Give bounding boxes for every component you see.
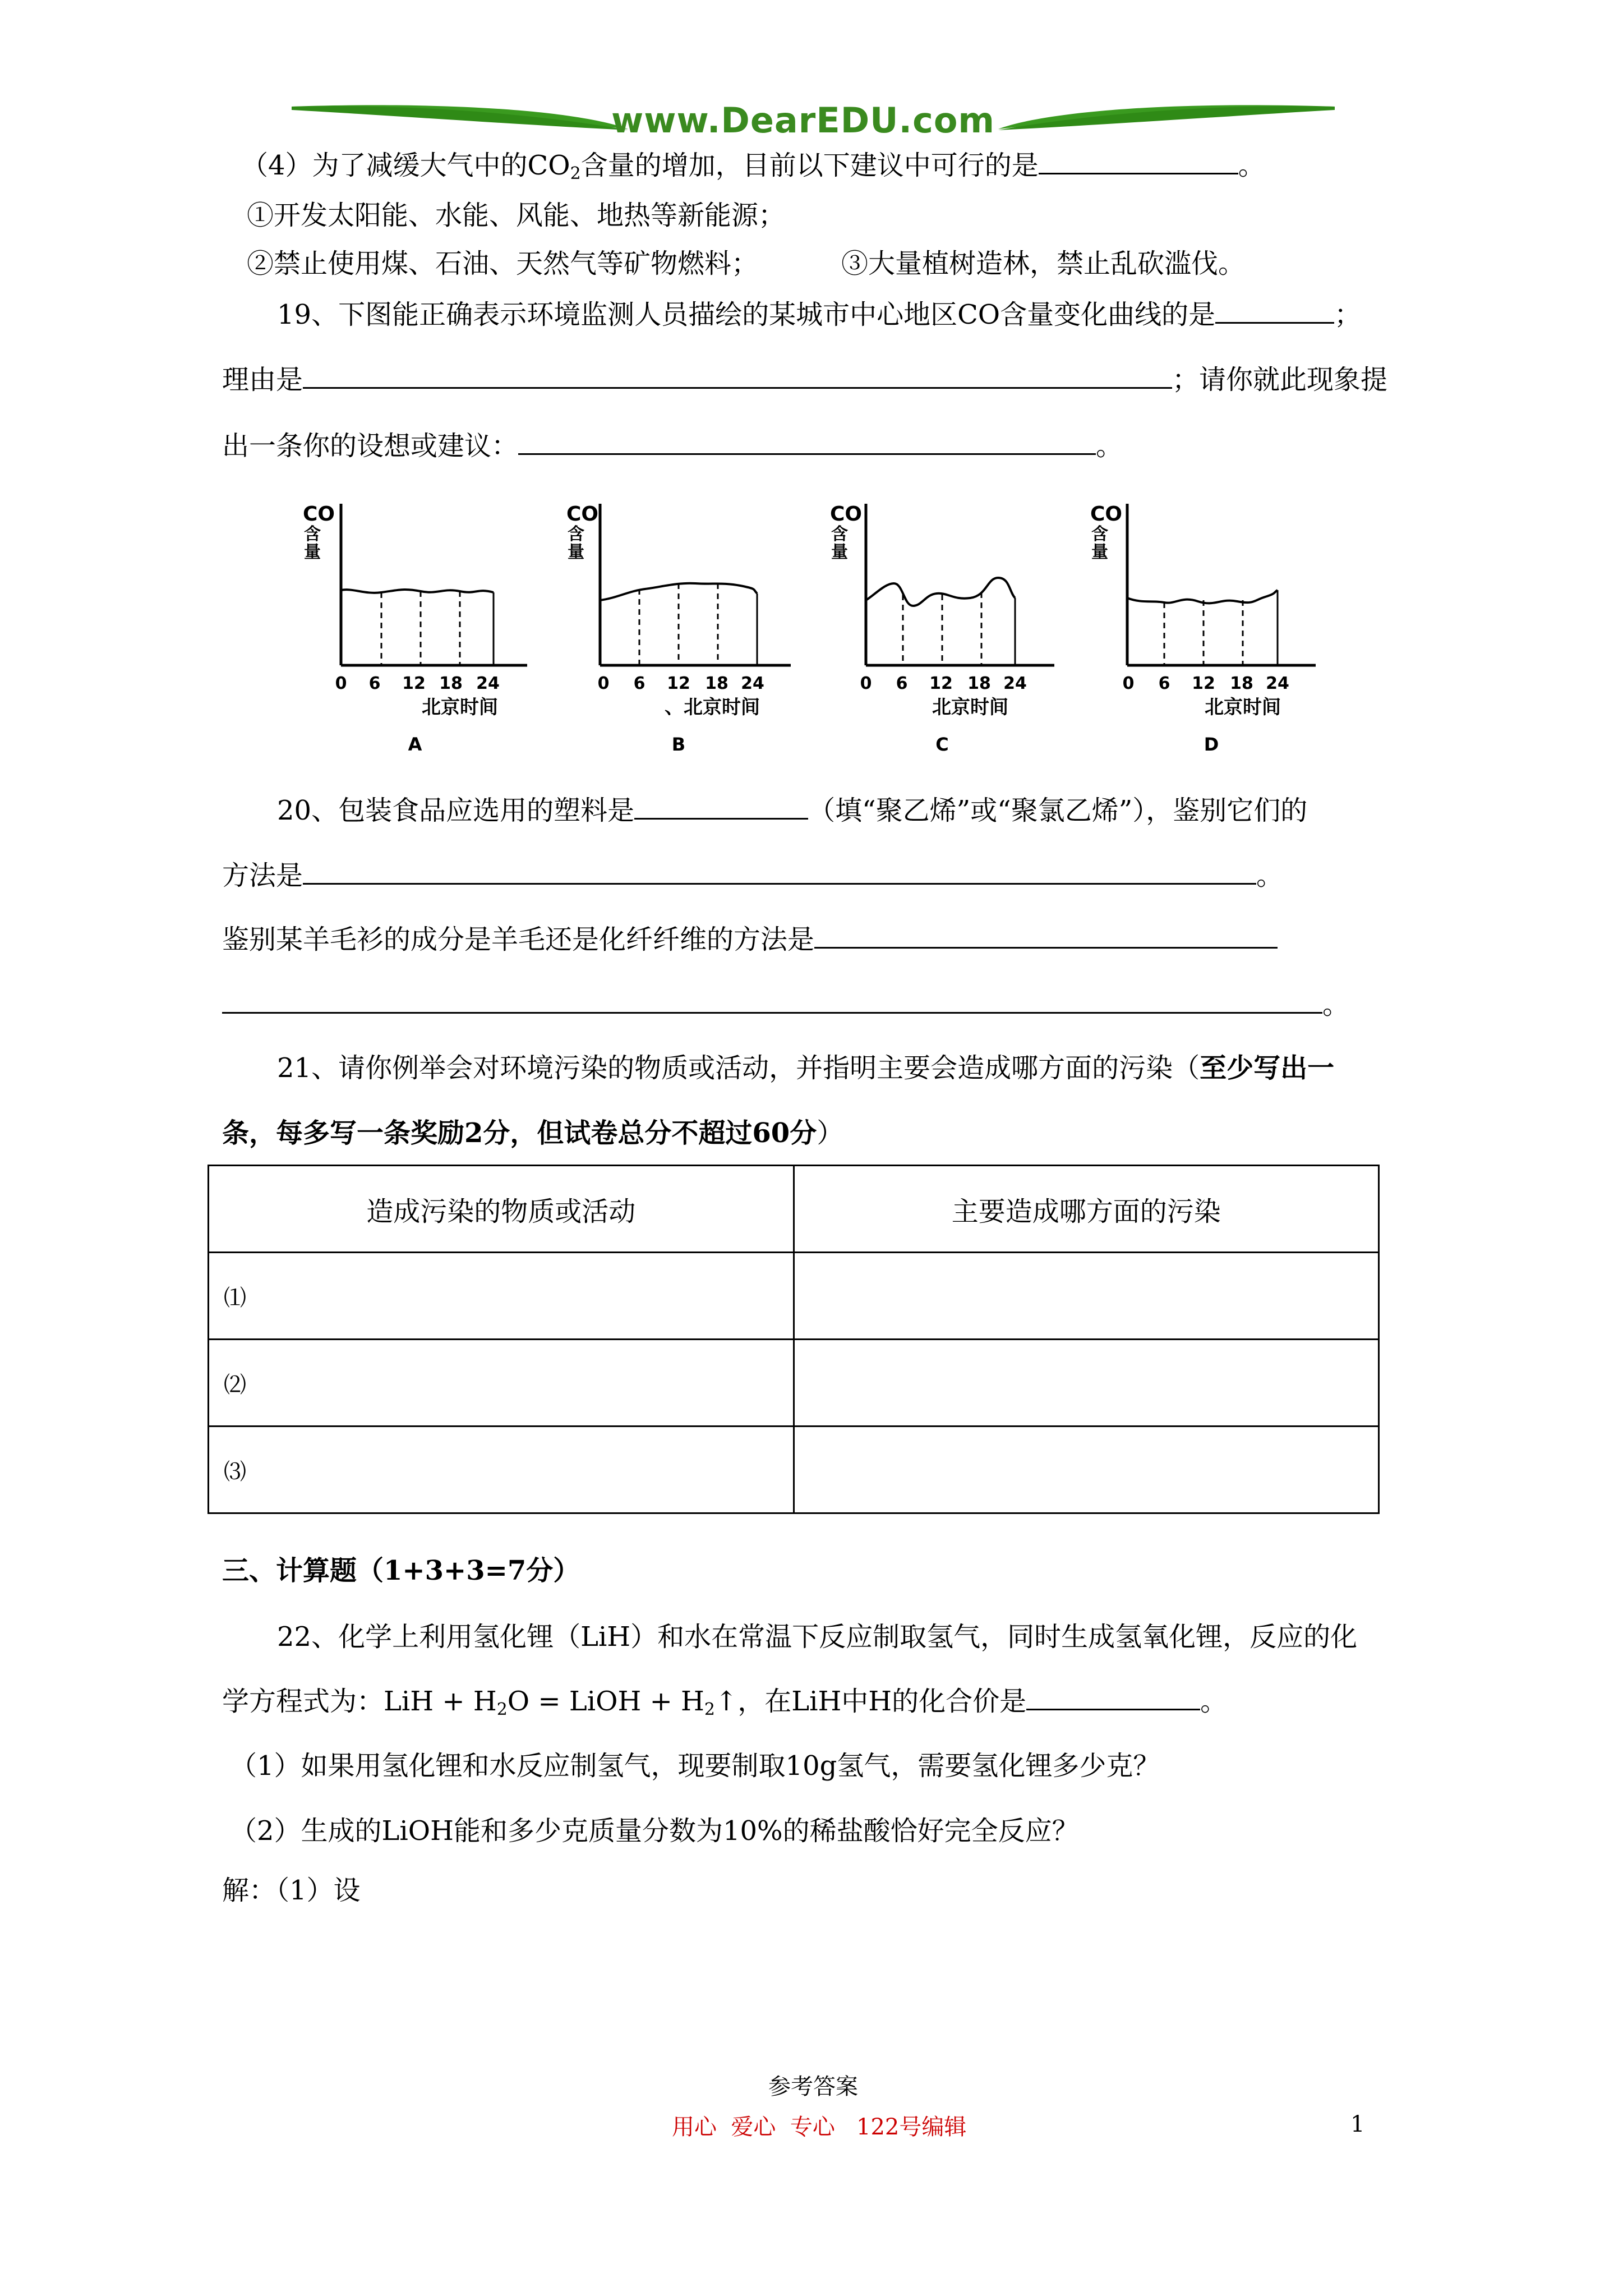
table-row-number[interactable]: ⑴ (209, 1253, 794, 1340)
table-header-cell: 造成污染的物质或活动 (209, 1166, 794, 1253)
graph-c (819, 494, 1054, 763)
graph-c-tick-12: 12 (929, 674, 953, 693)
graph-d-ylabel-han: 含 (1091, 524, 1108, 544)
q20-method-blank[interactable] (303, 858, 1256, 885)
graph-c-tick-24: 24 (1003, 674, 1027, 693)
graph-c-xlabel: 北京时间 (932, 696, 1008, 719)
graph-d-tick-12: 12 (1192, 674, 1215, 693)
graph-c-ylabel-liang: 量 (831, 542, 848, 562)
q22-part-1: （1）如果用氢化锂和水反应制氢气，现要制取10g氢气，需要氢化锂多少克？ (230, 1750, 1160, 1782)
graph-a-tick-24: 24 (476, 674, 500, 693)
table-answer-cell[interactable] (794, 1340, 1379, 1427)
graph-b-ylabel-co: CO (566, 503, 599, 526)
graph-b-ylabel-liang: 量 (568, 542, 584, 562)
table-row (209, 1427, 1379, 1513)
pollution-table (208, 1165, 1380, 1514)
graph-a (292, 494, 527, 763)
table-answer-cell[interactable] (794, 1427, 1379, 1513)
graph-b-tick-24: 24 (741, 674, 764, 693)
graph-a-tick-18: 18 (439, 674, 463, 693)
graph-b-tick-6: 6 (633, 674, 645, 693)
q19-stem: 19、下图能正确表示环境监测人员描绘的某城市中心地区CO含量变化曲线的是 ； (277, 297, 1361, 332)
q22-stem: 22、化学上利用氢化锂（LiH）和水在常温下反应制取氢气，同时生成氢氧化锂，反应的化 (277, 1621, 1358, 1653)
graph-b-label: B (671, 734, 686, 755)
graph-b-tick-0: 0 (597, 674, 610, 693)
graph-d-label: D (1204, 734, 1219, 755)
q20-plastic-blank[interactable] (634, 793, 808, 820)
graph-a-ylabel-liang: 量 (304, 542, 321, 562)
q18-4-option-2: ②禁止使用煤、石油、天然气等矿物燃料； (247, 248, 759, 279)
graph-b-ylabel-han: 含 (568, 524, 584, 544)
table-answer-cell[interactable] (794, 1253, 1379, 1340)
graph-a-tick-6: 6 (368, 674, 381, 693)
q19-suggestion: 出一条你的设想或建议： 。 (222, 429, 1123, 463)
graph-d-tick-24: 24 (1266, 674, 1289, 693)
header-logo-text: www.DearEDU.com (611, 100, 995, 141)
graph-a-ylabel-han: 含 (304, 524, 321, 544)
section-3-title: 三、计算题（1+3+3=7分） (222, 1555, 580, 1586)
q22-part-2: （2）生成的LiOH能和多少克质量分数为10%的稀盐酸恰好完全反应？ (230, 1815, 1079, 1847)
graph-c-tick-6: 6 (896, 674, 908, 693)
q22-answer-start: 解：（1）设 (222, 1875, 361, 1906)
graph-a-tick-0: 0 (335, 674, 347, 693)
page-number: 1 (1350, 2111, 1365, 2137)
q18-4-answer-blank[interactable] (1039, 148, 1238, 174)
table-row (209, 1253, 1379, 1340)
q20-wool: 鉴别某羊毛衫的成分是羊毛还是化纤纤维的方法是 (222, 922, 1278, 956)
graph-c-label: C (935, 734, 949, 755)
q18-4-option-1: ①开发太阳能、水能、风能、地热等新能源； (247, 200, 786, 231)
q19-answer-blank[interactable] (1215, 297, 1334, 324)
graph-b (555, 494, 791, 763)
graph-d (1080, 494, 1316, 763)
graph-c-tick-18: 18 (967, 674, 991, 693)
table-row (209, 1340, 1379, 1427)
q19-reason-blank[interactable] (303, 362, 1172, 389)
q22-equation: 学方程式为：LiH + $H_2O$ = LiOH + $H_2↑$，在LiH中H的化合价是 。 (222, 1684, 1227, 1718)
q21-stem: 21、请你例举会对环境污染的物质或活动，并指明主要会造成哪方面的污染（至少写出一 (277, 1052, 1335, 1084)
graph-a-label: A (408, 734, 422, 755)
footer-reference-answer: 参考答案 (768, 2074, 858, 2100)
graph-d-tick-18: 18 (1230, 674, 1253, 693)
graph-d-tick-6: 6 (1158, 674, 1170, 693)
table-header-row (209, 1166, 1379, 1253)
q19-reason: 理由是 ；请你就此现象提 (222, 362, 1387, 397)
q20-wool-line2: 。 (222, 987, 1349, 1022)
q18-4-stem: （4）为了减缓大气中的$CO_2$含量的增加，目前以下建议中可行的是 。 (241, 148, 1265, 182)
graph-d-ylabel-liang: 量 (1091, 542, 1108, 562)
graph-d-ylabel-co: CO (1090, 503, 1123, 526)
graph-a-xlabel: 北京时间 (422, 696, 498, 719)
graph-a-ylabel-co: CO (303, 503, 335, 526)
q21-stem-line2: 条，每多写一条奖励2分，但试卷总分不超过60分） (222, 1117, 844, 1149)
graph-d-tick-0: 0 (1122, 674, 1135, 693)
q18-4-option-3: ③大量植树造林，禁止乱砍滥伐。 (841, 248, 1246, 279)
q22-valence-blank[interactable] (1026, 1684, 1200, 1710)
graph-a-tick-12: 12 (402, 674, 426, 693)
q19-suggestion-blank[interactable] (518, 429, 1096, 455)
graph-b-xlabel: 、北京时间 (665, 696, 760, 719)
table-row-number[interactable]: ⑶ (209, 1427, 794, 1513)
table-header-cell: 主要造成哪方面的污染 (794, 1166, 1379, 1253)
q20-method: 方法是 。 (222, 858, 1283, 892)
q20-wool-blank-2[interactable] (222, 987, 1322, 1014)
q20-wool-blank-1[interactable] (814, 922, 1278, 949)
table-row-number[interactable]: ⑵ (209, 1340, 794, 1427)
graph-b-tick-12: 12 (667, 674, 690, 693)
q20-stem: 20、包装食品应选用的塑料是 （填“聚乙烯”或“聚氯乙烯”），鉴别它们的 (277, 793, 1307, 827)
graph-d-xlabel: 北京时间 (1205, 696, 1281, 719)
graph-b-tick-18: 18 (705, 674, 728, 693)
graph-c-ylabel-co: CO (830, 503, 863, 526)
graph-c-tick-0: 0 (860, 674, 872, 693)
footer-editor-line: 用心 爱心 专心 122号编辑 (672, 2114, 967, 2140)
graph-c-ylabel-han: 含 (831, 524, 848, 544)
